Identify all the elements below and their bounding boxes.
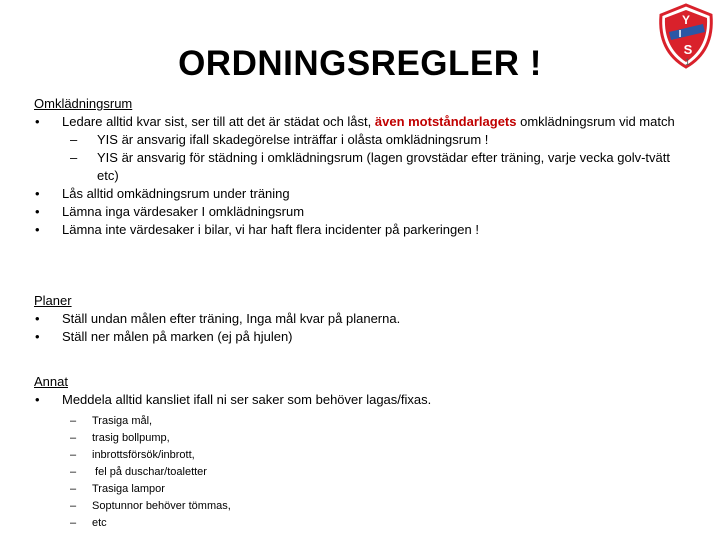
bullet-marker: • [35,311,40,326]
dash-marker: – [70,449,77,461]
dash-marker: – [70,500,77,512]
section-heading: Omklädningsrum [34,96,133,111]
dash-marker: – [70,132,78,147]
bullet-marker: • [35,186,40,201]
list-item-text: Lås alltid omkädningsrum under träning [62,186,290,201]
sub-list-item-text: inbrottsförsök/inbrott, [92,449,195,461]
section-annat [34,373,694,532]
sub-list-item [34,430,694,447]
sub-list-item-text: fel på duschar/toaletter [92,466,207,478]
list-item [34,328,694,346]
bullet-marker: • [35,329,40,344]
bullet-marker: • [35,392,40,407]
sub-list-item [34,498,694,515]
page-title: ORDNINGSREGLER ! [178,44,542,83]
section-heading: Planer [34,293,72,308]
list-item [34,221,694,239]
sub-list-item-text: YIS är ansvarig för städning i omklädningsrum (lagen grovstädar efter träning, varje vecka golv-tvätt etc) [97,150,670,183]
dash-marker: – [70,150,78,165]
dash-marker: – [70,483,77,495]
sub-list-item [34,149,694,185]
logo-letter-i: I [678,29,682,40]
dash-marker: – [70,432,77,444]
sub-list-item [34,481,694,498]
list-item [34,185,694,203]
highlight-text: även motståndarlagets [374,114,517,129]
list-item-text: Ställ ner målen på marken (ej på hjulen) [62,329,293,344]
section-heading: Annat [34,374,68,389]
dash-marker: – [70,517,77,529]
list-item [34,113,694,131]
sub-list-item-text: etc [92,517,107,529]
sub-list-item-text: Trasiga lampor [92,483,165,495]
logo-letter-y: Y [681,13,691,27]
sub-list-item [34,515,694,532]
list-item-text: Ledare alltid kvar sist, ser till att det är städat och låst, även motståndarlagets omklädningsrum vid match [62,114,675,129]
sub-list-item [34,447,694,464]
sub-list-item [34,464,694,481]
sub-list-item-text: trasig bollpump, [92,432,170,444]
bullet-marker: • [35,204,40,219]
list-item-text: Meddela alltid kansliet ifall ni ser saker som behöver lagas/fixas. [62,392,432,407]
page-number: 1 [685,57,691,67]
list-item [34,203,694,221]
sub-list-item-text: Trasiga mål, [92,415,153,427]
list-item-text: Lämna inte värdesaker i bilar, vi har haft flera incidenter på parkeringen ! [62,222,479,237]
list-item [34,310,694,328]
sub-list-item [34,413,694,430]
logo-letter-s: S [683,42,693,57]
bullet-marker: • [35,222,40,237]
list-item [34,391,694,409]
sub-list-item-text: Soptunnor behöver tömmas, [92,500,231,512]
section-planer [34,292,694,346]
dash-marker: – [70,415,77,427]
dash-marker: – [70,466,77,478]
list-item-text: Ställ undan målen efter träning, Inga mål kvar på planerna. [62,311,401,326]
section-omkladningsrum [34,95,694,239]
bullet-marker: • [35,114,40,129]
sub-list-item-text: YIS är ansvarig ifall skadegörelse inträffar i olåsta omklädningsrum ! [97,132,489,147]
list-item-text: Lämna inga värdesaker I omklädningsrum [62,204,305,219]
sub-list-item [34,131,694,149]
